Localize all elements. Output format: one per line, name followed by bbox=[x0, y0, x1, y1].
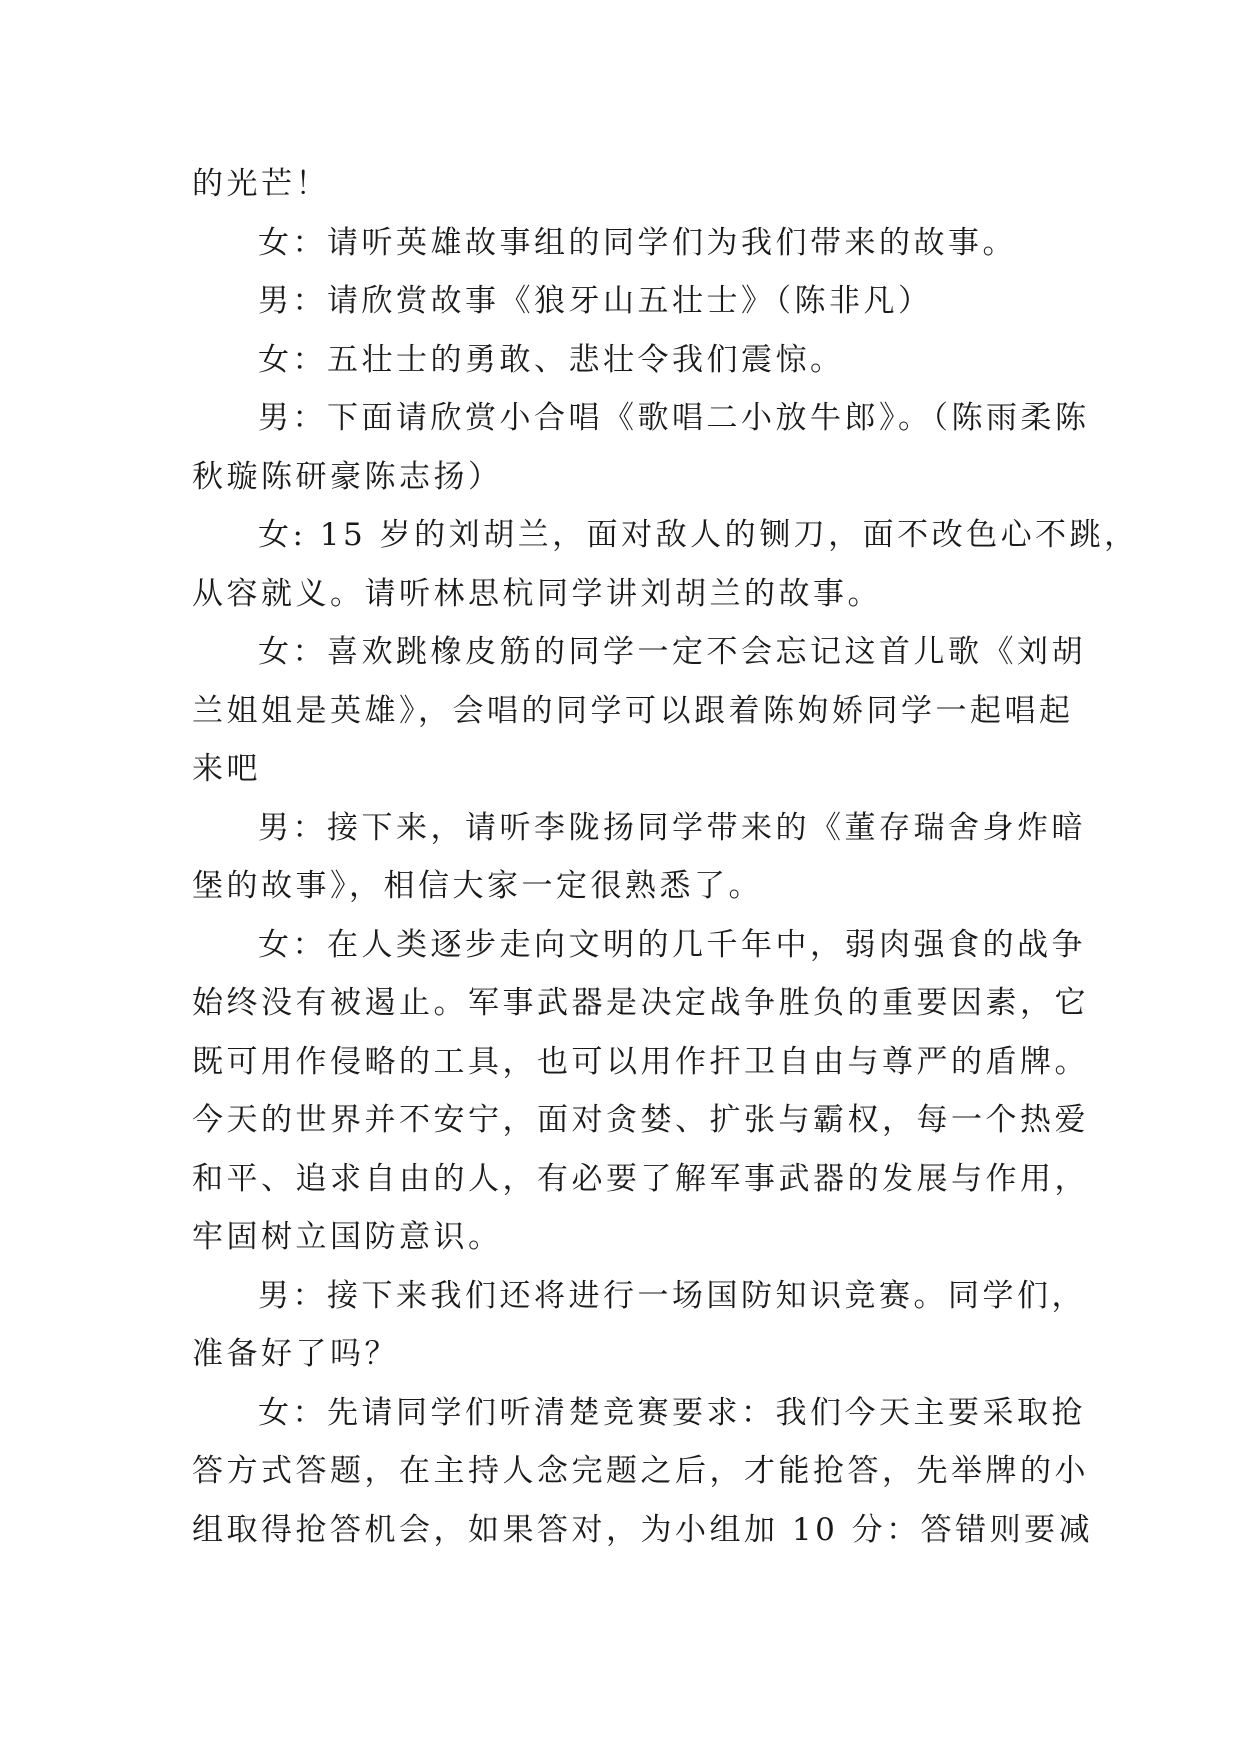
text-line: 堡的故事》，相信大家一定很熟悉了。 bbox=[192, 868, 763, 904]
text-line: 男：下面请欣赏小合唱《歌唱二小放牛郎》。（陈雨柔陈 bbox=[258, 400, 1090, 436]
text-line: 和平、追求自由的人，有必要了解军事武器的发展与作用， bbox=[192, 1160, 1089, 1197]
text-line: 组取得抢答机会，如果答对，为小组加 10 分：答错则要减 bbox=[192, 1511, 1094, 1548]
text-line: 男：请欣赏故事《狼牙山五壮士》（陈非凡） bbox=[258, 283, 933, 319]
text-line: 女：在人类逐步走向文明的几千年中，弱肉强食的战争 bbox=[258, 926, 1086, 963]
text-line: 牢固树立国防意识。 bbox=[192, 1219, 503, 1255]
text-line: 答方式答题，在主持人念完题之后，才能抢答，先举牌的小 bbox=[192, 1453, 1089, 1489]
text-line: 男：接下来，请听李陇扬同学带来的《董存瑞舍身炸暗 bbox=[258, 809, 1086, 846]
text-line: 女：先请同学们听清楚竞赛要求：我们今天主要采取抢 bbox=[258, 1394, 1086, 1431]
text-line: 既可用作侵略的工具，也可以用作扞卫自由与尊严的盾牌。 bbox=[192, 1043, 1089, 1080]
text-line: 女：请听英雄故事组的同学们为我们带来的故事。 bbox=[258, 224, 1017, 261]
text-line: 女: 15 岁的刘胡兰，面对敌人的铡刀，面不改色心不跳， bbox=[258, 517, 1139, 553]
text-line: 兰姐姐是英雄》，会唱的同学可以跟着陈姁娇同学一起唱起 bbox=[192, 692, 1074, 729]
text-line: 准备好了吗？ bbox=[192, 1336, 399, 1372]
document-page bbox=[192, 155, 1139, 1559]
text-line: 秋璇陈研豪陈志扬） bbox=[192, 458, 503, 495]
text-line: 男：接下来我们还将进行一场国防知识竞赛。同学们， bbox=[258, 1277, 1086, 1314]
text-line: 女：喜欢跳橡皮筋的同学一定不会忘记这首儿歌《刘胡 bbox=[258, 634, 1086, 670]
text-line: 从容就义。请听林思杭同学讲刘胡兰的故事。 bbox=[192, 575, 882, 612]
text-line: 的光芒！ bbox=[192, 166, 330, 202]
text-line: 女：五壮士的勇敢、悲壮令我们震惊。 bbox=[258, 341, 845, 378]
text-line: 今天的世界并不安宁，面对贪婪、扩张与霸权，每一个热爱 bbox=[192, 1102, 1089, 1138]
text-line: 来吧 bbox=[192, 751, 261, 787]
text-line: 始终没有被遏止。军事武器是决定战争胜负的重要因素，它 bbox=[192, 985, 1089, 1021]
